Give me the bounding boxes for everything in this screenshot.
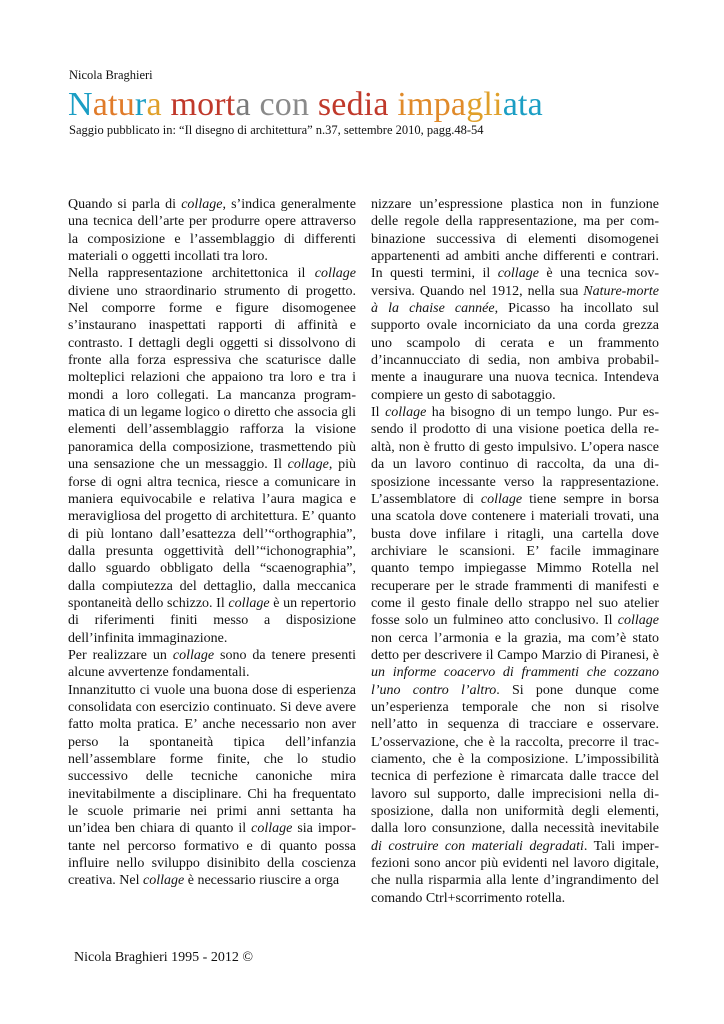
title-segment: mort: [170, 86, 236, 123]
paragraph: nizzare un’espressione plastica non in funzione delle regole della rappresentazione, ma per combinazione successiva di elementi disomogenei appartenenti ad ambiti anche differenti e contrari. In questi termini, il collage è una tecnica sovversiva. Quando nel 1912, nella sua Nature-morte à la chaise cannée, Picasso ha incollato sul supporto ovale incorniciato da una corda grezza uno scampolo di cerata e un frammento d’incannucciato di sedia, non ambiva probabilmente a inaugurare una nuova tecnica. Intendeva compiere un gesto di sabotaggio.: [371, 197, 659, 403]
italic-term: collage: [480, 491, 523, 507]
author-name: Nicola Braghieri: [69, 68, 153, 82]
paragraph: Per realizzare un collage sono da tenere presenti alcune avvertenze fondamentali.: [68, 647, 356, 681]
text-column-right: [371, 196, 659, 907]
paragraph: Innanzitutto ci vuole una buona dose di esperienza consolidata con esercizio continuato. Si deve avere fatto molta pratica. E’ anche necessario non aver perso la spontaneità tipica dell’infanzia nell’assemblare forme finite, che lo studio successivo delle tecniche canoniche mira inevitabilmente a disciplinare. Chi ha frequentato le scuole primarie nei primi anni settanta ha un’idea ben chiara di quanto il collage sia importante nel percorso formativo e di quanto possa influire nello sviluppo disinibito della coscienza creativa. Nel collage è necessario riuscire a orga: [68, 682, 356, 889]
title-segment: ata: [502, 86, 543, 123]
italic-term: collage: [143, 873, 185, 889]
italic-term: collage: [228, 595, 270, 611]
italic-term: collage: [617, 613, 659, 629]
text-column-left: [68, 196, 356, 890]
title-segment: atu: [92, 86, 135, 123]
italic-term: Nature-morte à la chaise cannée: [371, 283, 659, 317]
italic-term: collage: [172, 647, 215, 663]
paragraph: Nella rappresentazione architettonica il collage diviene uno straordinario strumento di progetto. Nel comporre forme e figure disomogenee s’instaurano inaspettati rapporti di affinità e contrasto. I dettagli degli oggetti si dissolvono di fronte alla forza espressiva che scaturisce dalle molteplici relazioni che appaiono tra loro e tra i mondi a loro collegati. La mancanza programmatica di un legame logico o diretto che associa gli elementi dell’assemblaggio rafforza la visione panoramica della composizione, trasmettendo più una sensazione che un messaggio. Il collage, più forse di ogni altra tecnica, riesce a comunicare in maniera equivocabile e relativa l’aura magica e meravigliosa del progetto di architettura. E’ quanto di più lontano dall’esattezza dell’“orthographia”, dalla presunta oggettività dell’“ichonographia”, dallo sguardo obbligato della “scaenographia”, dalla compiutezza del dettaglio, dalla meccanica spontaneità dello schizzo. Il collage è un repertorio di riferimenti finiti messo a disposizione dell’infinita immaginazione.: [68, 266, 356, 646]
title-segment: con: [250, 86, 318, 123]
italic-term: di costruire con materiali degradati: [371, 838, 584, 854]
footer-copyright: Nicola Braghieri 1995 - 2012 ©: [74, 950, 253, 965]
title-segment: r: [134, 86, 147, 123]
page-title: [68, 84, 543, 126]
italic-term: collage: [314, 266, 356, 282]
paragraph: Il collage ha bisogno di un tempo lungo. Pur essendo il prodotto di una visione poetica della realtà, non è frutto di gesto impulsivo. L’opera nasce da un lavoro continuo di raccolta, da una disposizione incessante verso la rappresentazione. L’assemblatore di collage tiene sempre in borsa una scatola dove contenere i materiali trovati, una busta dove infilare i ritagli, una cartella dove archiviare le scansioni. E’ facile immaginare quanto tempo impiegasse Mimmo Rotella nel recuperare per le strade frammenti di manifesti e come il gesto finale dello strappo nel suo atelier fosse solo un fulmineo atto conclusivo. Il collage non cerca l’armonia e la grazia, ma com’è stato detto per descrivere il Campo Marzio di Piranesi, è un informe coacervo di frammenti che cozzano l’uno contro l’altro. Si pone dunque come un’esperienza temporale che non si risolve nell’atto in sequenza di tracciare e osservare. L’osservazione, che è la raccolta, precorre il tracciamento, che è la composizione. L’impossibilità tecnica di perfezione è rimarcata dalle tracce del lavoro sul supporto, dalle imprecisioni nella disposizione, dalla non uniformità degli elementi, dalla loro consunzione, dalla necessità inevitabile di costruire con materiali degradati. Tali imperfezioni sono ancor più evidenti nel lavoro digitale, che nulla risparmia alla lente d’ingrandimento del comando Ctrl+scorrimento rotella.: [371, 405, 660, 906]
italic-term: collage: [181, 197, 223, 212]
title-segment: a: [146, 86, 171, 123]
publication-info: Saggio pubblicato in: “Il disegno di architettura” n.37, settembre 2010, pagg.48-54: [69, 123, 484, 137]
paragraph: Quando si parla di collage, s’indica generalmente una tecnica dell’arte per produrre opere attraverso la composizione e l’assemblaggio di differenti materiali o oggetti incollati tra loro.: [68, 197, 356, 265]
title-segment: a: [235, 86, 251, 123]
italic-term: collage: [497, 266, 539, 282]
italic-term: un informe coacervo di frammenti che cozzano l’uno contro l’altro: [371, 665, 659, 698]
title-segment: N: [68, 86, 93, 123]
title-segment: impa: [388, 86, 467, 123]
italic-term: collage: [385, 405, 427, 421]
title-segment: gli: [466, 86, 503, 123]
italic-term: collage: [287, 457, 329, 473]
italic-term: collage: [251, 821, 293, 837]
title-segment: sedia: [317, 86, 389, 123]
